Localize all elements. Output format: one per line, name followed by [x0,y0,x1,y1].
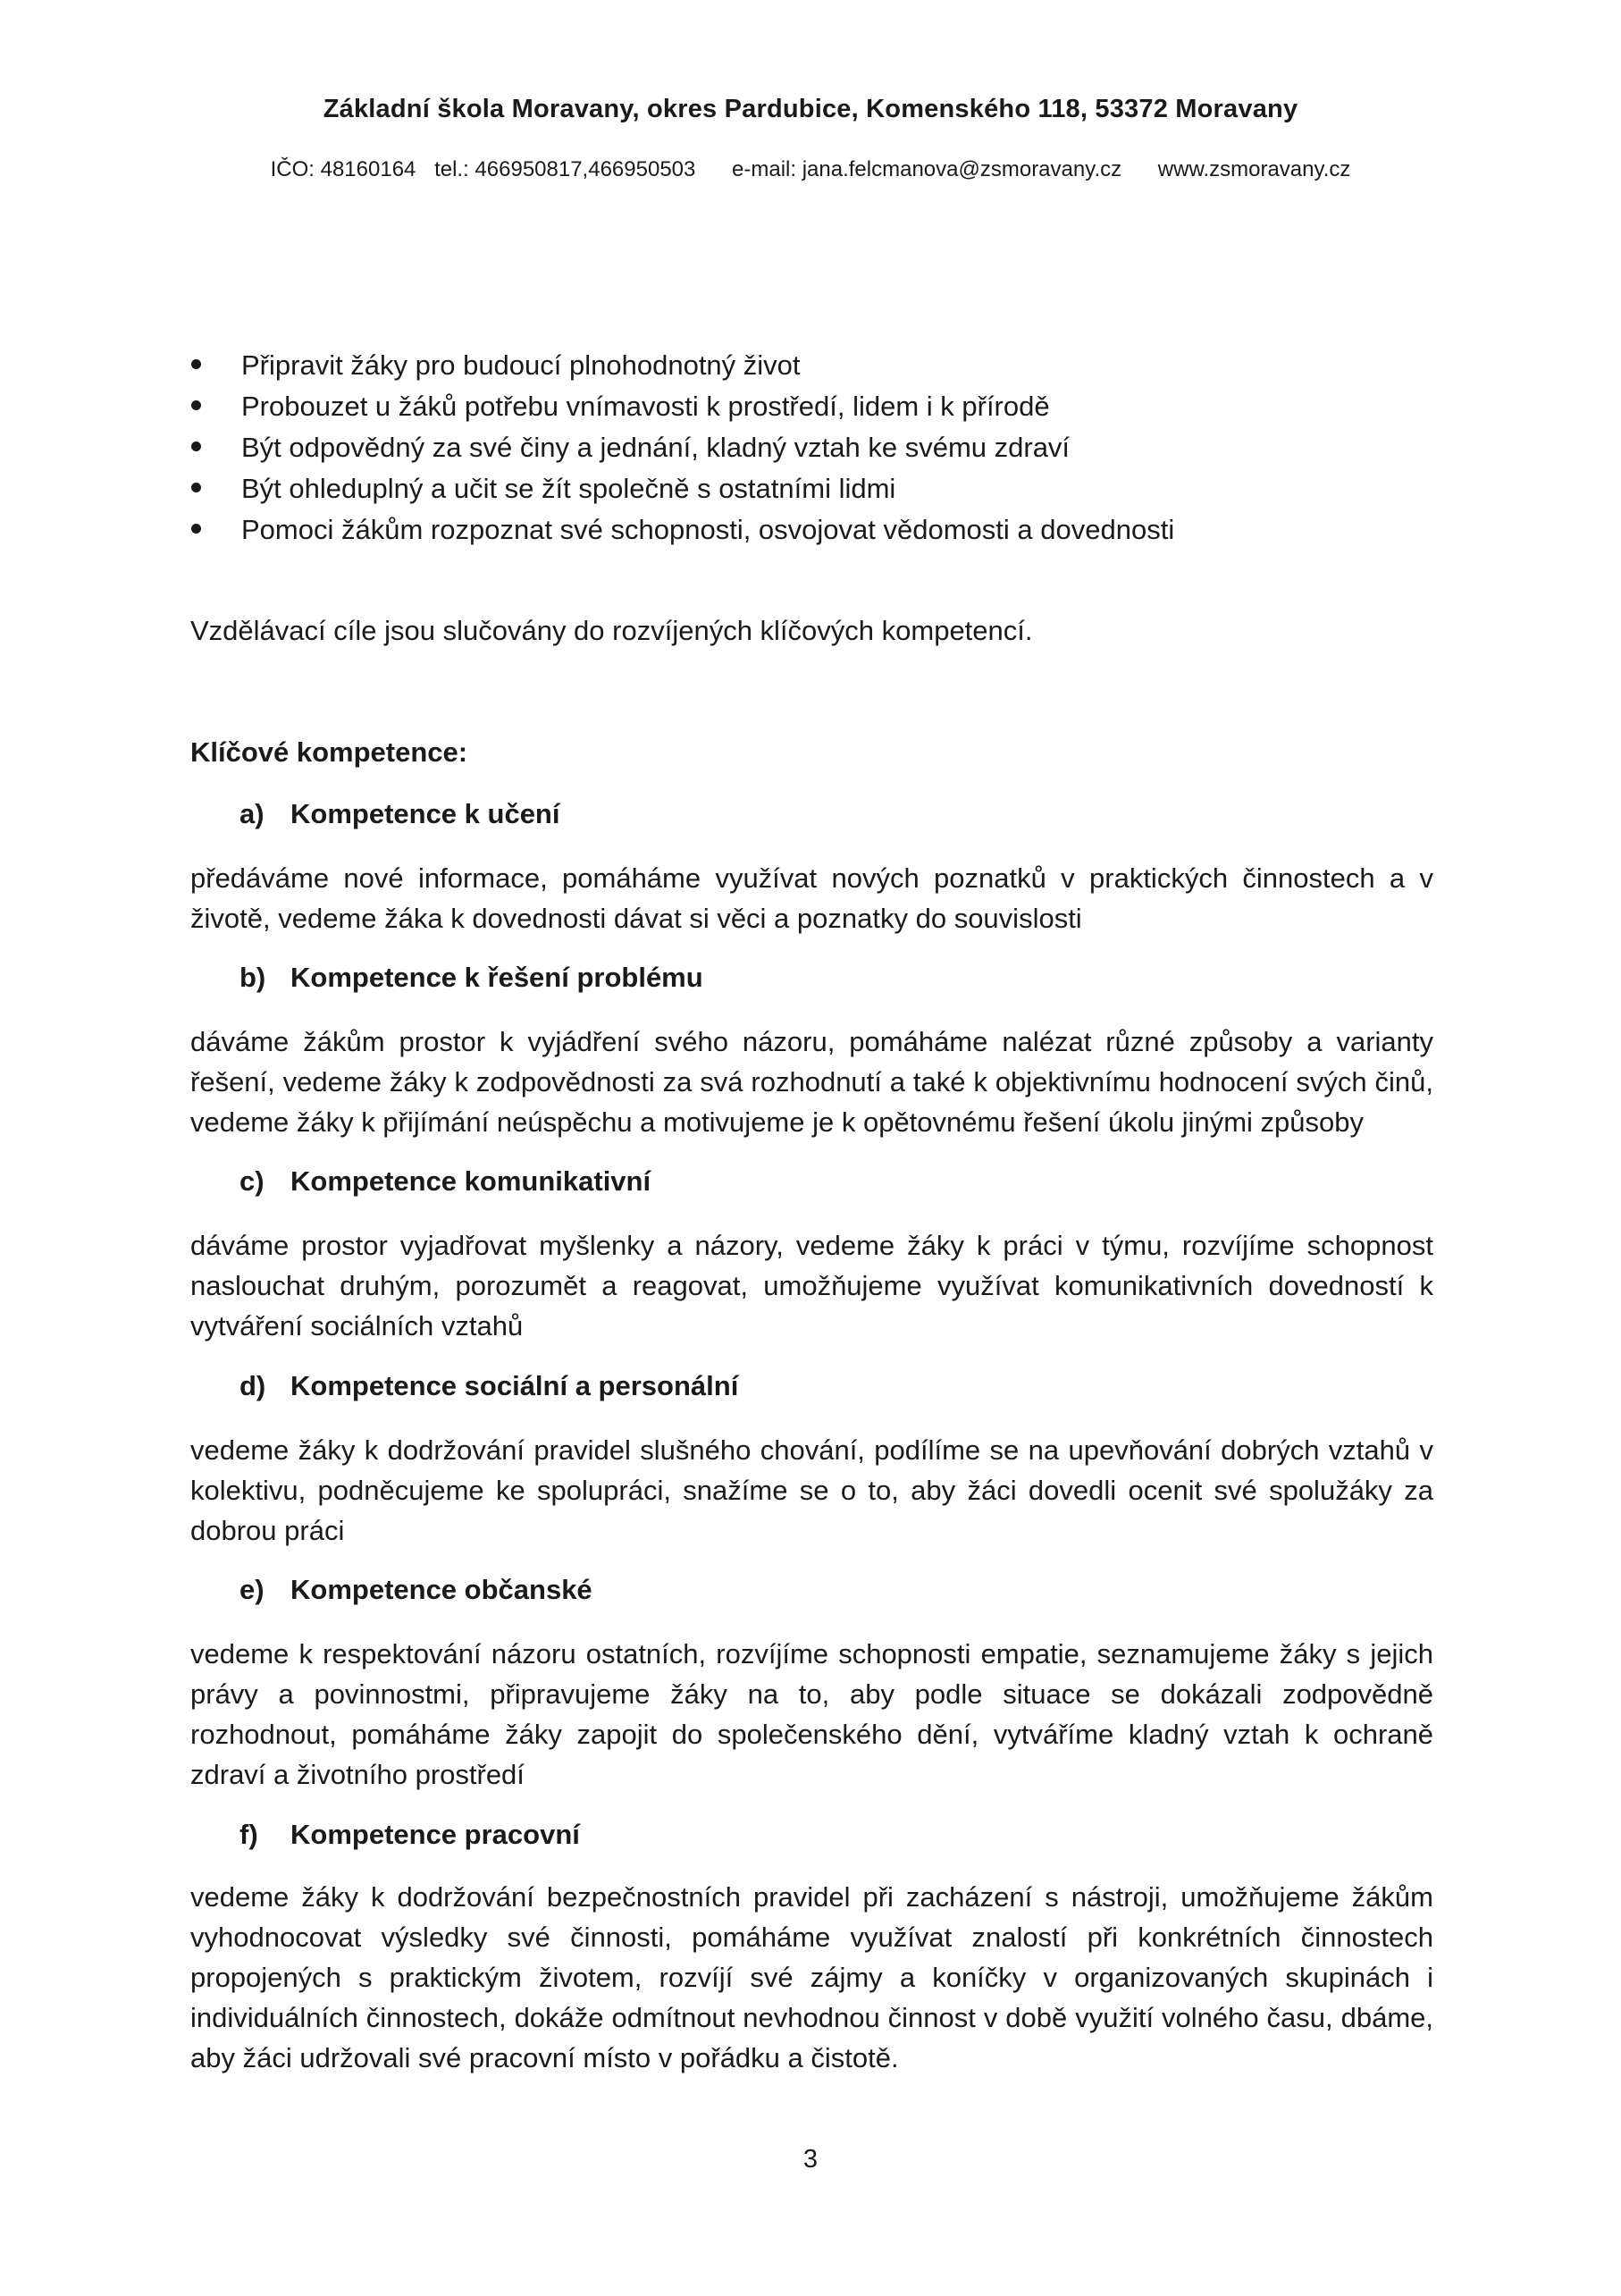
section-heading-learning: a) Kompetence k učení [239,798,560,829]
section-text-civic: vedeme k respektování názoru ostatních, rozvíjíme schopnosti empatie, seznamujeme žáky s jejich právy a povinnostmi, připravujeme žáky na to, aby podle situace se dokázali zodpovědně rozhodnout, pomáháme žáky zapojit do společenského dění, vytváříme kladný vztah k ochraně zdraví a životního prostředí [190,1638,1433,1790]
section-heading-civic: e) Kompetence občanské [239,1574,592,1605]
bullet-icon [191,442,201,451]
goals-bullet-list [188,345,1174,551]
section-heading-problem-solving: b) Kompetence k řešení problému [239,962,703,993]
list-item: Být odpovědný za své činy a jednání, kladný vztah ke svému zdraví [188,427,1174,468]
list-item: Pomoci žákům rozpoznat své schopnosti, osvojovat vědomosti a dovednosti [188,509,1174,551]
section-text-work: vedeme žáky k dodržování bezpečnostních pravidel při zacházení s nástroji, umožňujeme žákům vyhodnocovat výsledky své činnosti, pomáháme využívat znalostí při konkrétních činnostech propojených s praktickým životem, rozvíjí své zájmy a koníčky v organizovaných skupinách i individuálních činnostech, dokáže odmítnout nevhodnou činnost v době využití volného času, dbáme, aby žáci udržovali své pracovní místo v pořádku a čistotě. [190,1881,1433,2073]
section-text-communication: dáváme prostor vyjadřovat myšlenky a názory, vedeme žáky k práci v týmu, rozvíjíme schopnost naslouchat druhým, porozumět a reagovat, umožňujeme využívat komunikativních dovedností k vytváření sociálních vztahů [190,1230,1433,1341]
intro-paragraph: Vzdělávací cíle jsou slučovány do rozvíjených klíčových kompetencí. [190,615,1033,646]
section-text-problem-solving: dáváme žákům prostor k vyjádření svého názoru, pomáháme nalézat různé způsoby a varianty řešení, vedeme žáky k zodpovědnosti za svá rozhodnutí a také k objektivnímu hodnocení svých činů, vedeme žáky k přijímání neúspěchu a motivujeme je k opětovnému řešení úkolu jinými způsoby [190,1026,1433,1138]
school-phone: tel.: 466950817,466950503 [434,157,696,181]
section-text-social: vedeme žáky k dodržování pravidel slušného chování, podílíme se na upevňování dobrých vztahů v kolektivu, podněcujeme ke spolupráci, snažíme se o to, aby žáci dovedli ocenit své spolužáky za dobrou práci [190,1434,1433,1546]
section-heading-social: d) Kompetence sociální a personální [239,1370,739,1401]
bullet-icon [191,359,201,369]
school-header-title: Základní škola Moravany, okres Pardubice, Komenského 118, 53372 Moravany [323,95,1298,123]
list-item: Připravit žáky pro budoucí plnohodnotný život [188,345,1174,386]
school-website: www.zsmoravany.cz [1157,157,1351,181]
bullet-icon [191,400,201,410]
section-text-learning: předáváme nové informace, pomáháme využívat nových poznatků v praktických činnostech a v životě, vedeme žáka k dovednosti dávat si věci a poznatky do souvislosti [190,862,1433,934]
list-item: Probouzet u žáků potřebu vnímavosti k prostředí, lidem i k přírodě [188,386,1174,427]
list-item: Být ohleduplný a učit se žít společně s ostatními lidmi [188,468,1174,509]
school-email: e-mail: jana.felcmanova@zsmoravany.cz [732,157,1122,181]
page-number: 3 [802,2145,819,2174]
section-heading-communication: c) Kompetence komunikativní [239,1165,651,1197]
bullet-icon [191,483,201,492]
key-competences-heading: Klíčové kompetence: [190,736,468,768]
section-heading-work: f) Kompetence pracovní [239,1819,580,1850]
school-ico: IČO: 48160164 [270,157,416,181]
school-contact-line [0,157,1621,182]
bullet-icon [191,524,201,534]
